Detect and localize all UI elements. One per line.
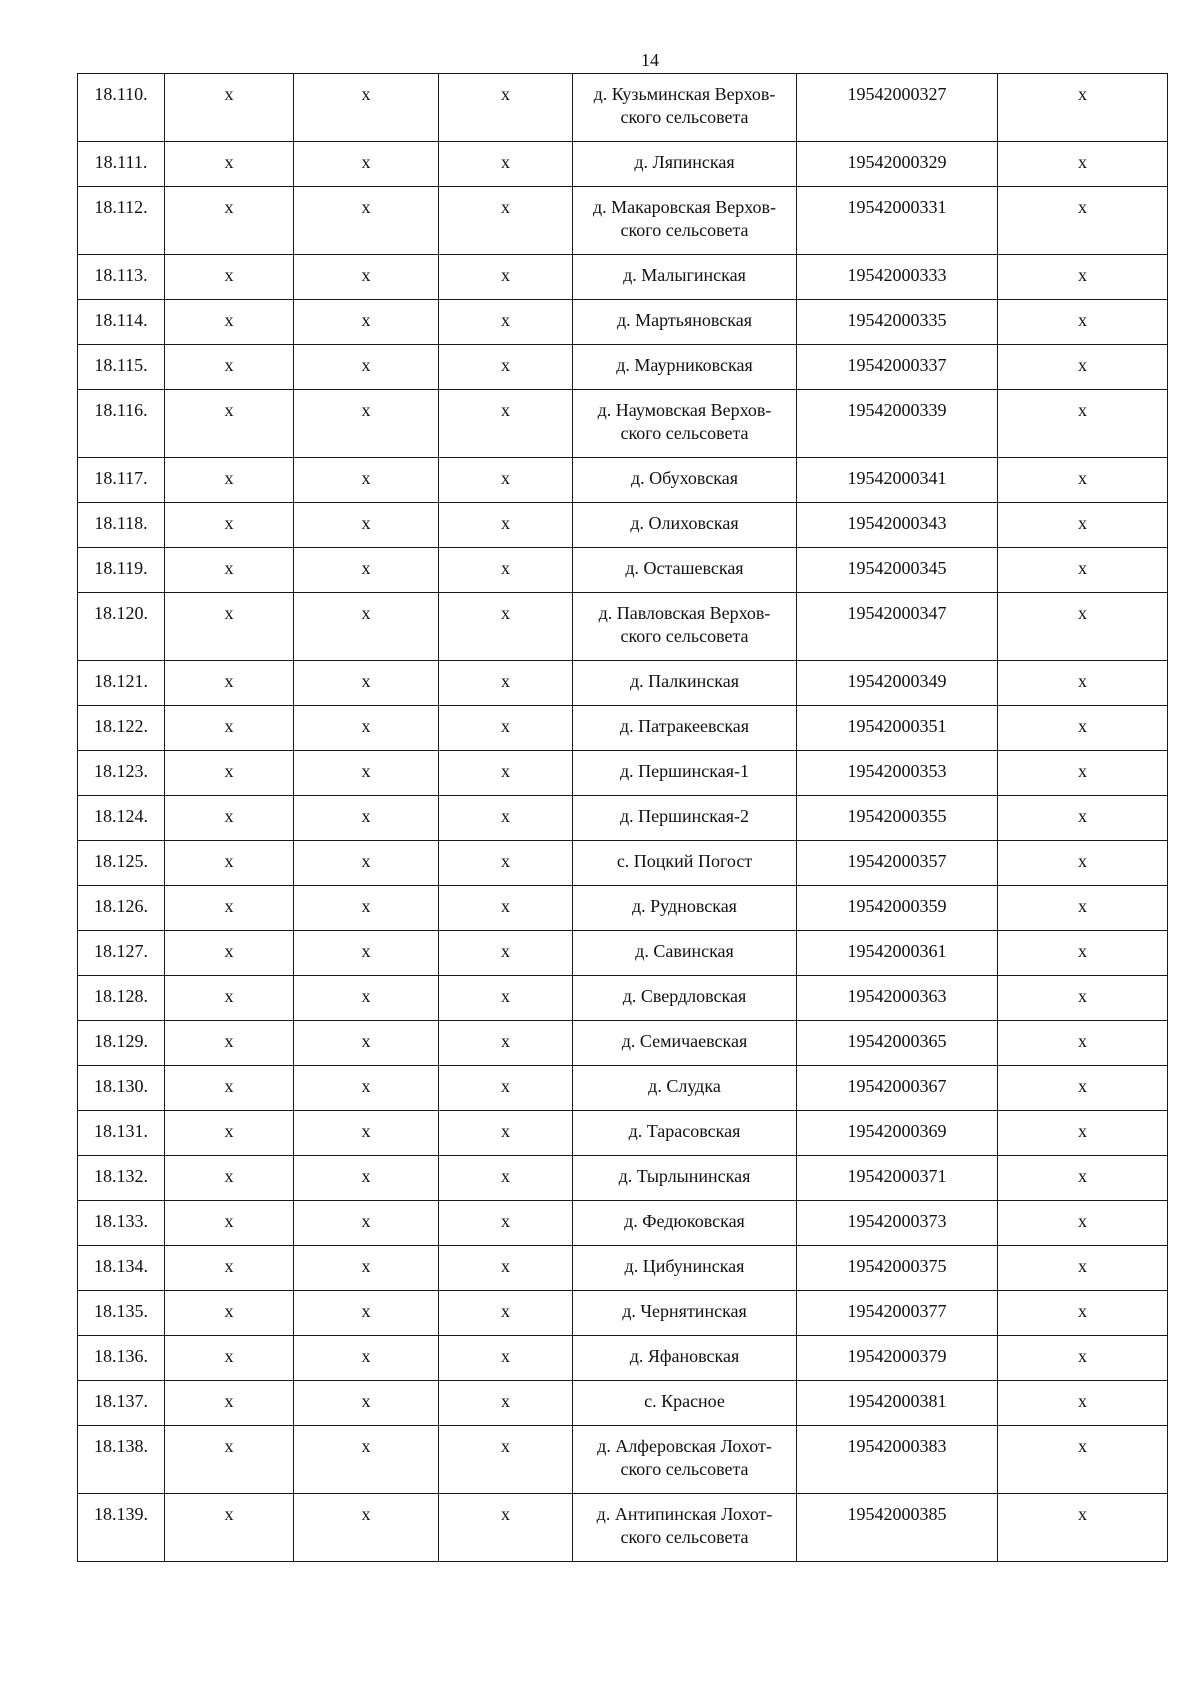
mark-cell: x [439,661,573,706]
oktmo-code-cell: 19542000347 [797,593,998,661]
settlement-name-line: д. Палкинская [629,671,740,691]
mark-cell: x [998,1336,1168,1381]
mark-cell: x [998,841,1168,886]
settlement-name-line: д. Алферовская Лохот- [597,1436,772,1456]
settlement-name-cell [573,796,797,841]
mark-cell: x [294,1336,439,1381]
mark-cell: x [165,1494,294,1562]
row-number-cell: 18.121. [78,661,165,706]
settlement-name-cell [573,74,797,142]
mark-cell: x [294,300,439,345]
mark-cell: x [294,1201,439,1246]
mark-cell: x [998,1426,1168,1494]
mark-cell: x [294,74,439,142]
mark-cell: x [998,1246,1168,1291]
mark-cell: x [294,1111,439,1156]
table-row [78,1336,1168,1381]
settlement-name-line: ского сельсовета [620,220,749,240]
table-row [78,593,1168,661]
mark-cell: x [294,255,439,300]
mark-cell: x [165,300,294,345]
row-number-cell: 18.136. [78,1336,165,1381]
mark-cell: x [294,976,439,1021]
mark-cell: x [439,751,573,796]
settlement-name-line: ского сельсовета [620,107,749,127]
settlement-name-line: д. Антипинская Лохот- [596,1504,773,1524]
mark-cell: x [998,1494,1168,1562]
mark-cell: x [294,390,439,458]
settlement-name-line: д. Цибунинская [624,1256,745,1276]
mark-cell: x [439,300,573,345]
row-number-cell: 18.126. [78,886,165,931]
table-row [78,1291,1168,1336]
mark-cell: x [165,1156,294,1201]
mark-cell: x [439,796,573,841]
oktmo-code-cell: 19542000345 [797,548,998,593]
oktmo-code-cell: 19542000353 [797,751,998,796]
table-row [78,255,1168,300]
settlement-name-cell [573,1381,797,1426]
mark-cell: x [165,796,294,841]
mark-cell: x [439,74,573,142]
table-row [78,1156,1168,1201]
mark-cell: x [165,593,294,661]
mark-cell: x [165,841,294,886]
row-number-cell: 18.124. [78,796,165,841]
settlement-name-cell [573,976,797,1021]
mark-cell: x [165,503,294,548]
mark-cell: x [439,1066,573,1111]
mark-cell: x [998,255,1168,300]
mark-cell: x [165,255,294,300]
row-number-cell: 18.137. [78,1381,165,1426]
mark-cell: x [998,74,1168,142]
table-row [78,1111,1168,1156]
mark-cell: x [439,390,573,458]
settlement-name-cell [573,1201,797,1246]
mark-cell: x [294,1291,439,1336]
settlement-name-line: д. Першинская-1 [620,761,749,781]
row-number-cell: 18.123. [78,751,165,796]
mark-cell: x [439,503,573,548]
mark-cell: x [439,976,573,1021]
oktmo-code-cell: 19542000335 [797,300,998,345]
table-row [78,976,1168,1021]
settlement-name-cell [573,1156,797,1201]
row-number-cell: 18.133. [78,1201,165,1246]
settlement-name-cell [573,503,797,548]
row-number-cell: 18.132. [78,1156,165,1201]
row-number-cell: 18.112. [78,187,165,255]
table-row [78,1201,1168,1246]
mark-cell: x [998,706,1168,751]
settlement-name-line: ского сельсовета [620,626,749,646]
mark-cell: x [294,593,439,661]
settlement-name-line: д. Малыгинская [623,265,746,285]
settlement-name-line: ского сельсовета [620,1459,749,1479]
oktmo-code-cell: 19542000343 [797,503,998,548]
settlement-name-cell [573,841,797,886]
row-number-cell: 18.117. [78,458,165,503]
mark-cell: x [439,1156,573,1201]
oktmo-code-cell: 19542000355 [797,796,998,841]
table-row [78,886,1168,931]
mark-cell: x [439,841,573,886]
oktmo-code-cell: 19542000369 [797,1111,998,1156]
table-row [78,931,1168,976]
settlements-table [77,73,1168,1562]
settlement-name-cell [573,1066,797,1111]
mark-cell: x [998,1021,1168,1066]
row-number-cell: 18.111. [78,142,165,187]
mark-cell: x [998,796,1168,841]
mark-cell: x [998,1111,1168,1156]
mark-cell: x [998,1156,1168,1201]
oktmo-code-cell: 19542000383 [797,1426,998,1494]
mark-cell: x [439,345,573,390]
mark-cell: x [294,187,439,255]
settlement-name-line: д. Чернятинская [622,1301,747,1321]
mark-cell: x [439,593,573,661]
mark-cell: x [294,503,439,548]
settlement-name-line: с. Поцкий Погост [616,851,753,871]
table-row [78,661,1168,706]
settlement-name-line: д. Осташевская [625,558,744,578]
row-number-cell: 18.122. [78,706,165,751]
table-row [78,503,1168,548]
mark-cell: x [439,1291,573,1336]
table-row [78,796,1168,841]
settlement-name-line: д. Павловская Верхов- [598,603,771,623]
mark-cell: x [998,886,1168,931]
settlement-name-cell [573,1336,797,1381]
row-number-cell: 18.110. [78,74,165,142]
settlement-name-cell [573,1021,797,1066]
mark-cell: x [439,706,573,751]
settlement-name-cell [573,458,797,503]
mark-cell: x [294,706,439,751]
settlement-name-line: д. Слудка [648,1076,721,1096]
settlement-name-line: д. Тырлынинская [618,1166,751,1186]
mark-cell: x [165,74,294,142]
table-row [78,187,1168,255]
mark-cell: x [439,142,573,187]
mark-cell: x [439,1426,573,1494]
oktmo-code-cell: 19542000361 [797,931,998,976]
mark-cell: x [165,390,294,458]
oktmo-code-cell: 19542000367 [797,1066,998,1111]
table-row [78,300,1168,345]
table-row [78,1381,1168,1426]
mark-cell: x [294,1246,439,1291]
mark-cell: x [165,458,294,503]
mark-cell: x [165,345,294,390]
mark-cell: x [998,1066,1168,1111]
mark-cell: x [439,1494,573,1562]
table-row [78,706,1168,751]
mark-cell: x [165,1201,294,1246]
oktmo-code-cell: 19542000327 [797,74,998,142]
oktmo-code-cell: 19542000329 [797,142,998,187]
settlement-name-cell [573,1111,797,1156]
settlement-name-cell [573,1426,797,1494]
settlement-name-cell [573,661,797,706]
settlement-name-line: с. Красное [644,1391,725,1411]
settlement-name-cell [573,751,797,796]
oktmo-code-cell: 19542000351 [797,706,998,751]
settlement-name-cell [573,931,797,976]
mark-cell: x [294,1156,439,1201]
settlement-name-cell [573,255,797,300]
row-number-cell: 18.134. [78,1246,165,1291]
oktmo-code-cell: 19542000341 [797,458,998,503]
settlement-name-line: д. Мартьяновская [616,310,753,330]
mark-cell: x [165,661,294,706]
settlement-name-line: д. Першинская-2 [620,806,749,826]
settlement-name-cell [573,1291,797,1336]
table-row [78,74,1168,142]
row-number-cell: 18.130. [78,1066,165,1111]
mark-cell: x [165,1066,294,1111]
settlement-name-line: ского сельсовета [620,1527,749,1547]
mark-cell: x [294,458,439,503]
mark-cell: x [998,1381,1168,1426]
settlement-name-line: д. Макаровская Верхов- [592,197,777,217]
settlement-name-line: д. Ляпинская [634,152,735,172]
mark-cell: x [439,1381,573,1426]
mark-cell: x [998,593,1168,661]
settlement-name-line: д. Яфановская [629,1346,740,1366]
row-number-cell: 18.135. [78,1291,165,1336]
settlement-name-cell [573,593,797,661]
settlement-name-line: д. Свердловская [622,986,747,1006]
settlement-name-cell [573,142,797,187]
settlement-name-line: д. Обуховская [630,468,739,488]
mark-cell: x [998,1291,1168,1336]
oktmo-code-cell: 19542000349 [797,661,998,706]
table-row [78,345,1168,390]
oktmo-code-cell: 19542000359 [797,886,998,931]
mark-cell: x [165,548,294,593]
mark-cell: x [165,931,294,976]
mark-cell: x [165,1426,294,1494]
settlement-name-cell [573,345,797,390]
oktmo-code-cell: 19542000373 [797,1201,998,1246]
settlement-name-cell [573,300,797,345]
row-number-cell: 18.127. [78,931,165,976]
table-row [78,1494,1168,1562]
mark-cell: x [294,345,439,390]
row-number-cell: 18.125. [78,841,165,886]
oktmo-code-cell: 19542000365 [797,1021,998,1066]
mark-cell: x [294,548,439,593]
mark-cell: x [294,142,439,187]
mark-cell: x [998,300,1168,345]
settlement-name-line: д. Семичаевская [621,1031,748,1051]
settlement-name-cell [573,390,797,458]
mark-cell: x [294,751,439,796]
mark-cell: x [998,1201,1168,1246]
settlement-name-line: д. Рудновская [632,896,737,916]
mark-cell: x [165,976,294,1021]
mark-cell: x [439,255,573,300]
row-number-cell: 18.116. [78,390,165,458]
mark-cell: x [165,1111,294,1156]
mark-cell: x [439,548,573,593]
mark-cell: x [439,1201,573,1246]
settlement-name-line: д. Олиховская [630,513,739,533]
table-row [78,1246,1168,1291]
oktmo-code-cell: 19542000357 [797,841,998,886]
settlement-name-cell [573,548,797,593]
page-number: 14 [641,50,659,70]
settlement-name-cell [573,1494,797,1562]
row-number-cell: 18.138. [78,1426,165,1494]
mark-cell: x [294,841,439,886]
mark-cell: x [998,187,1168,255]
mark-cell: x [439,1336,573,1381]
row-number-cell: 18.114. [78,300,165,345]
oktmo-code-cell: 19542000371 [797,1156,998,1201]
mark-cell: x [165,1021,294,1066]
settlement-name-line: ского сельсовета [620,423,749,443]
settlement-name-line: д. Федюковская [624,1211,745,1231]
mark-cell: x [294,886,439,931]
settlement-name-line: д. Патракеевская [619,716,750,736]
mark-cell: x [998,931,1168,976]
mark-cell: x [439,1246,573,1291]
mark-cell: x [998,661,1168,706]
settlement-name-cell [573,886,797,931]
mark-cell: x [439,458,573,503]
mark-cell: x [165,706,294,751]
row-number-cell: 18.131. [78,1111,165,1156]
mark-cell: x [294,1381,439,1426]
mark-cell: x [294,661,439,706]
mark-cell: x [165,1336,294,1381]
row-number-cell: 18.113. [78,255,165,300]
mark-cell: x [165,1381,294,1426]
table-row [78,751,1168,796]
mark-cell: x [165,142,294,187]
table-row [78,1066,1168,1111]
oktmo-code-cell: 19542000377 [797,1291,998,1336]
row-number-cell: 18.139. [78,1494,165,1562]
mark-cell: x [998,458,1168,503]
mark-cell: x [439,1021,573,1066]
oktmo-code-cell: 19542000339 [797,390,998,458]
settlement-name-line: д. Савинская [635,941,734,961]
settlement-name-line: д. Наумовская Верхов- [597,400,772,420]
oktmo-code-cell: 19542000333 [797,255,998,300]
mark-cell: x [439,1111,573,1156]
settlement-name-line: д. Маурниковская [616,355,753,375]
mark-cell: x [294,1021,439,1066]
oktmo-code-cell: 19542000375 [797,1246,998,1291]
mark-cell: x [165,751,294,796]
table-row [78,841,1168,886]
table-body [78,74,1168,1562]
table-row [78,548,1168,593]
mark-cell: x [998,751,1168,796]
mark-cell: x [998,345,1168,390]
table-row [78,1021,1168,1066]
mark-cell: x [998,390,1168,458]
mark-cell: x [439,886,573,931]
mark-cell: x [165,1291,294,1336]
mark-cell: x [998,503,1168,548]
table-row [78,390,1168,458]
row-number-cell: 18.118. [78,503,165,548]
settlement-name-line: д. Кузьминская Верхов- [593,84,776,104]
row-number-cell: 18.119. [78,548,165,593]
settlement-name-line: д. Тарасовская [628,1121,741,1141]
oktmo-code-cell: 19542000385 [797,1494,998,1562]
settlement-name-cell [573,187,797,255]
mark-cell: x [439,931,573,976]
mark-cell: x [294,1426,439,1494]
oktmo-code-cell: 19542000379 [797,1336,998,1381]
oktmo-code-cell: 19542000331 [797,187,998,255]
mark-cell: x [998,548,1168,593]
mark-cell: x [294,1494,439,1562]
mark-cell: x [294,931,439,976]
settlement-name-cell [573,706,797,751]
oktmo-code-cell: 19542000363 [797,976,998,1021]
mark-cell: x [998,976,1168,1021]
mark-cell: x [294,1066,439,1111]
oktmo-code-cell: 19542000337 [797,345,998,390]
row-number-cell: 18.115. [78,345,165,390]
mark-cell: x [165,1246,294,1291]
row-number-cell: 18.129. [78,1021,165,1066]
mark-cell: x [165,187,294,255]
settlement-name-cell [573,1246,797,1291]
row-number-cell: 18.128. [78,976,165,1021]
table-row [78,458,1168,503]
mark-cell: x [165,886,294,931]
table-row [78,1426,1168,1494]
table-row [78,142,1168,187]
mark-cell: x [998,142,1168,187]
mark-cell: x [294,796,439,841]
mark-cell: x [439,187,573,255]
row-number-cell: 18.120. [78,593,165,661]
oktmo-code-cell: 19542000381 [797,1381,998,1426]
